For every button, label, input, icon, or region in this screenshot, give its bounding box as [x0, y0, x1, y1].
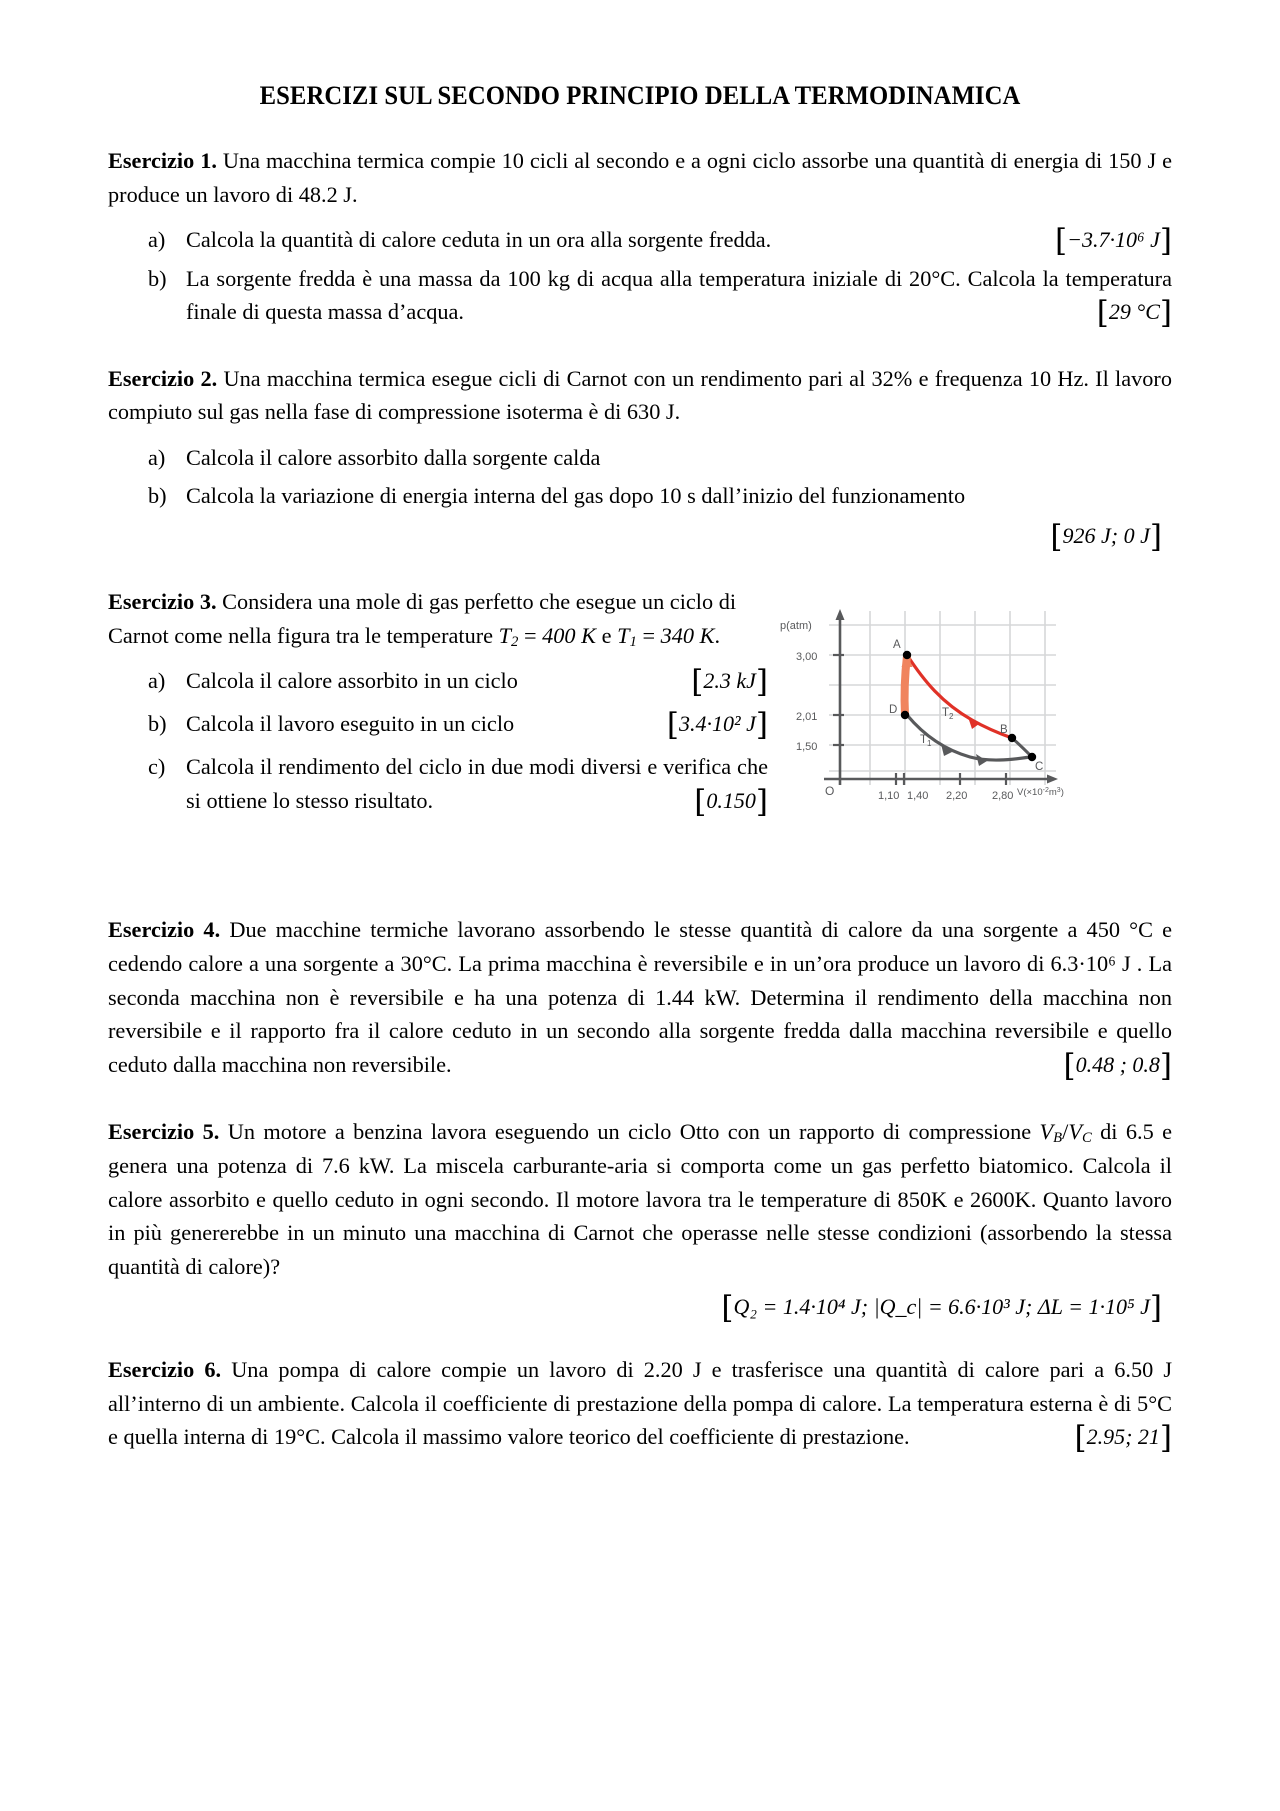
exercise-6-text: Una pompa di calore compie un lavoro di 2.20 J e trasferisce una quantità di calore pari a 6.50 J all’interno di un ambiente. Calcola il coefficiente di prestazione della pompa di calore. La temperatura esterna è di 5°C e quella interna di 19°C. Calcola il massimo valore teorico del coefficiente di prestazione.: [108, 1356, 1173, 1450]
exercise-2-items: [108, 441, 1172, 513]
carnot-cycle-pv-diagram: [774, 603, 1064, 818]
formula-t2: $T_2 = 400$ K: [498, 622, 597, 651]
list-item: [148, 262, 1172, 332]
item-marker: a): [148, 667, 166, 693]
list-item: [148, 663, 768, 700]
item-text: Calcola il calore assorbito in un ciclo: [186, 667, 518, 693]
item-text: Calcola il calore assorbito dalla sorgente calda: [186, 444, 601, 470]
answer-badge: [−3.7·10⁶ J]: [1055, 223, 1172, 260]
item-text: Calcola la quantità di calore ceduta in un ora alla sorgente fredda.: [186, 227, 772, 253]
label-t2: $T_2$: [942, 707, 954, 722]
exercise-2-answer: [926 J; 0 J]: [1050, 518, 1162, 555]
x-tick-1: 1,10: [878, 790, 900, 803]
item-marker: a): [148, 444, 166, 470]
exercise-3-items: [108, 664, 768, 818]
exercise-4-label: Esercizio 4.: [108, 917, 221, 943]
exercise-3-text: Considera una mole di gas perfetto che esegue un ciclo di Carnot come nella figura tra le temperature: [108, 589, 737, 648]
arrow-head-ab: [968, 717, 979, 729]
item-text: Calcola il lavoro eseguito in un ciclo: [186, 710, 515, 736]
arrow-head-dc2: [976, 754, 987, 766]
exercise-2-label: Esercizio 2.: [108, 365, 218, 391]
isotherm-t2-curve: [907, 655, 1012, 738]
list-item: [148, 750, 768, 820]
exercise-5: [108, 1115, 1172, 1326]
answer-badge: [2.95; 21]: [1074, 1420, 1172, 1457]
conjunction: e: [596, 622, 618, 648]
item-marker: b): [148, 483, 167, 509]
exercise-2-body: [108, 362, 1172, 429]
exercise-6-label: Esercizio 6.: [108, 1356, 222, 1382]
item-marker: c): [148, 754, 166, 780]
x-axis-label: $V(\times 10^{-2}m^3)$: [1017, 787, 1064, 799]
y-tick-1: 1,50: [796, 741, 818, 754]
exercise-3-label: Esercizio 3.: [108, 589, 217, 615]
point-c-dot: [1028, 753, 1036, 761]
formula-t1: $T_1 = 340$ K: [617, 622, 715, 651]
label-t1: $T_1$: [920, 734, 932, 749]
list-item: [148, 223, 1172, 260]
formula-compression-ratio: $V_B/V_C$: [1039, 1118, 1092, 1146]
x-tick-3: 2,20: [946, 790, 968, 803]
exercise-5-text-1: Un motore a benzina lavora eseguendo un ciclo Otto con un rapporto di compressione: [227, 1118, 1040, 1144]
exercise-1: [108, 144, 1172, 332]
y-axis-ticks: [833, 655, 844, 745]
exercise-1-text: Una macchina termica compie 10 cicli al secondo e a ogni ciclo assorbe una quantità di energia di 150 J e produce un lavoro di 48.2 J.: [108, 148, 1172, 207]
period: .: [714, 622, 721, 648]
list-item: [148, 441, 1172, 474]
x-tick-4: 2,80: [992, 790, 1014, 803]
exercise-1-label: Esercizio 1.: [108, 148, 217, 173]
y-tick-3: 3,00: [796, 651, 818, 664]
exercise-5-answer: [Q₂ = 1.4·10⁴ J; |Q_c| = 6.6·10³ J; ΔL = 1·10⁵ J]: [721, 1289, 1162, 1326]
exercise-4-text: Due macchine termiche lavorano assorbendo le stesse quantità di calore da una sorgente a 450 °C e cedendo calore a una sorgente a 30°C. La prima macchina è reversibile e in un’ora produce un lavoro di 6.3·10⁶ J . La seconda macchina non è reversibile e ha una potenza di 1.44 kW. Determina il rendimento della macchina non reversibile e il rapporto fra il calore ceduto in un secondo alla sorgente fredda dalla macchina reversibile e quello ceduto dalla macchina non reversibile.: [108, 917, 1173, 1077]
list-item: [148, 706, 768, 743]
exercise-3: [108, 585, 1172, 827]
exercise-4-body: [108, 913, 1173, 1084]
exercise-1-items: [108, 223, 1172, 332]
point-d-dot: [901, 711, 909, 719]
exercise-5-text-2: di 6.5 e genera una potenza di 7.6 kW. La miscela carburante-aria si comporta come un gas perfetto biatomico. Calcola il calore assorbito e quello ceduto in ogni secondo. Il motore lavora tra le temperature di 850K e 2600K. Quanto lavoro in più genererebbe in un minuto una macchina di Carnot che operasse nelle stesse condizioni (assorbendo la stessa quantità di calore)?: [108, 1118, 1172, 1279]
exercise-5-body: [108, 1115, 1172, 1284]
exercise-1-body: [108, 144, 1172, 211]
exercise-2-text: Una macchina termica esegue cicli di Carnot con un rendimento pari al 32% e frequenza 10 Hz. Il lavoro compiuto sul gas nella fase di compressione isoterma è di 630 J.: [108, 365, 1172, 425]
answer-badge: [0.150]: [694, 783, 768, 820]
answer-badge: [3.4·10² J]: [666, 706, 768, 743]
item-marker: b): [148, 265, 167, 291]
label-point-c: C: [1035, 761, 1044, 774]
exercise-2: [108, 362, 1172, 555]
item-marker: b): [148, 710, 167, 736]
item-text: Calcola il rendimento del ciclo in due modi diversi e verifica che si ottiene lo stesso risultato.: [186, 754, 768, 813]
axis-text: [780, 620, 1064, 802]
label-point-d: D: [889, 704, 898, 717]
exercise-6: [108, 1353, 1173, 1457]
answer-badge: [29 °C]: [1096, 295, 1172, 332]
origin-label: O: [825, 784, 835, 799]
exercise-6-body: [108, 1353, 1173, 1457]
y-axis-label: p(atm): [780, 620, 812, 633]
label-point-b: B: [1000, 724, 1008, 737]
point-a-dot: [903, 651, 911, 659]
point-labels: [889, 639, 1043, 773]
label-point-a: A: [893, 639, 901, 652]
page-title: ESERCIZI SUL SECONDO PRINCIPIO DELLA TERMODINAMICA: [259, 80, 1021, 110]
list-item: [148, 479, 1172, 512]
exercise-4: [108, 913, 1173, 1084]
exercise-5-label: Esercizio 5.: [108, 1118, 220, 1144]
carnot-cycle-figure: [774, 603, 1172, 818]
item-text: La sorgente fredda è una massa da 100 kg di acqua alla temperatura iniziale di 20°C. Calcola la temperatura finale di questa massa d’acqua.: [186, 265, 1172, 325]
y-tick-2: 2,01: [796, 711, 818, 724]
answer-badge: [2.3 kJ]: [691, 663, 768, 700]
exercise-3-body: [108, 585, 768, 653]
item-marker: a): [148, 227, 166, 253]
x-tick-2: 1,40: [907, 790, 929, 803]
point-b-dot: [1008, 734, 1016, 742]
answer-badge: [0.48 ; 0.8]: [1063, 1047, 1172, 1084]
item-text: Calcola la variazione di energia interna del gas dopo 10 s dall’inizio del funzionamento: [186, 483, 966, 509]
